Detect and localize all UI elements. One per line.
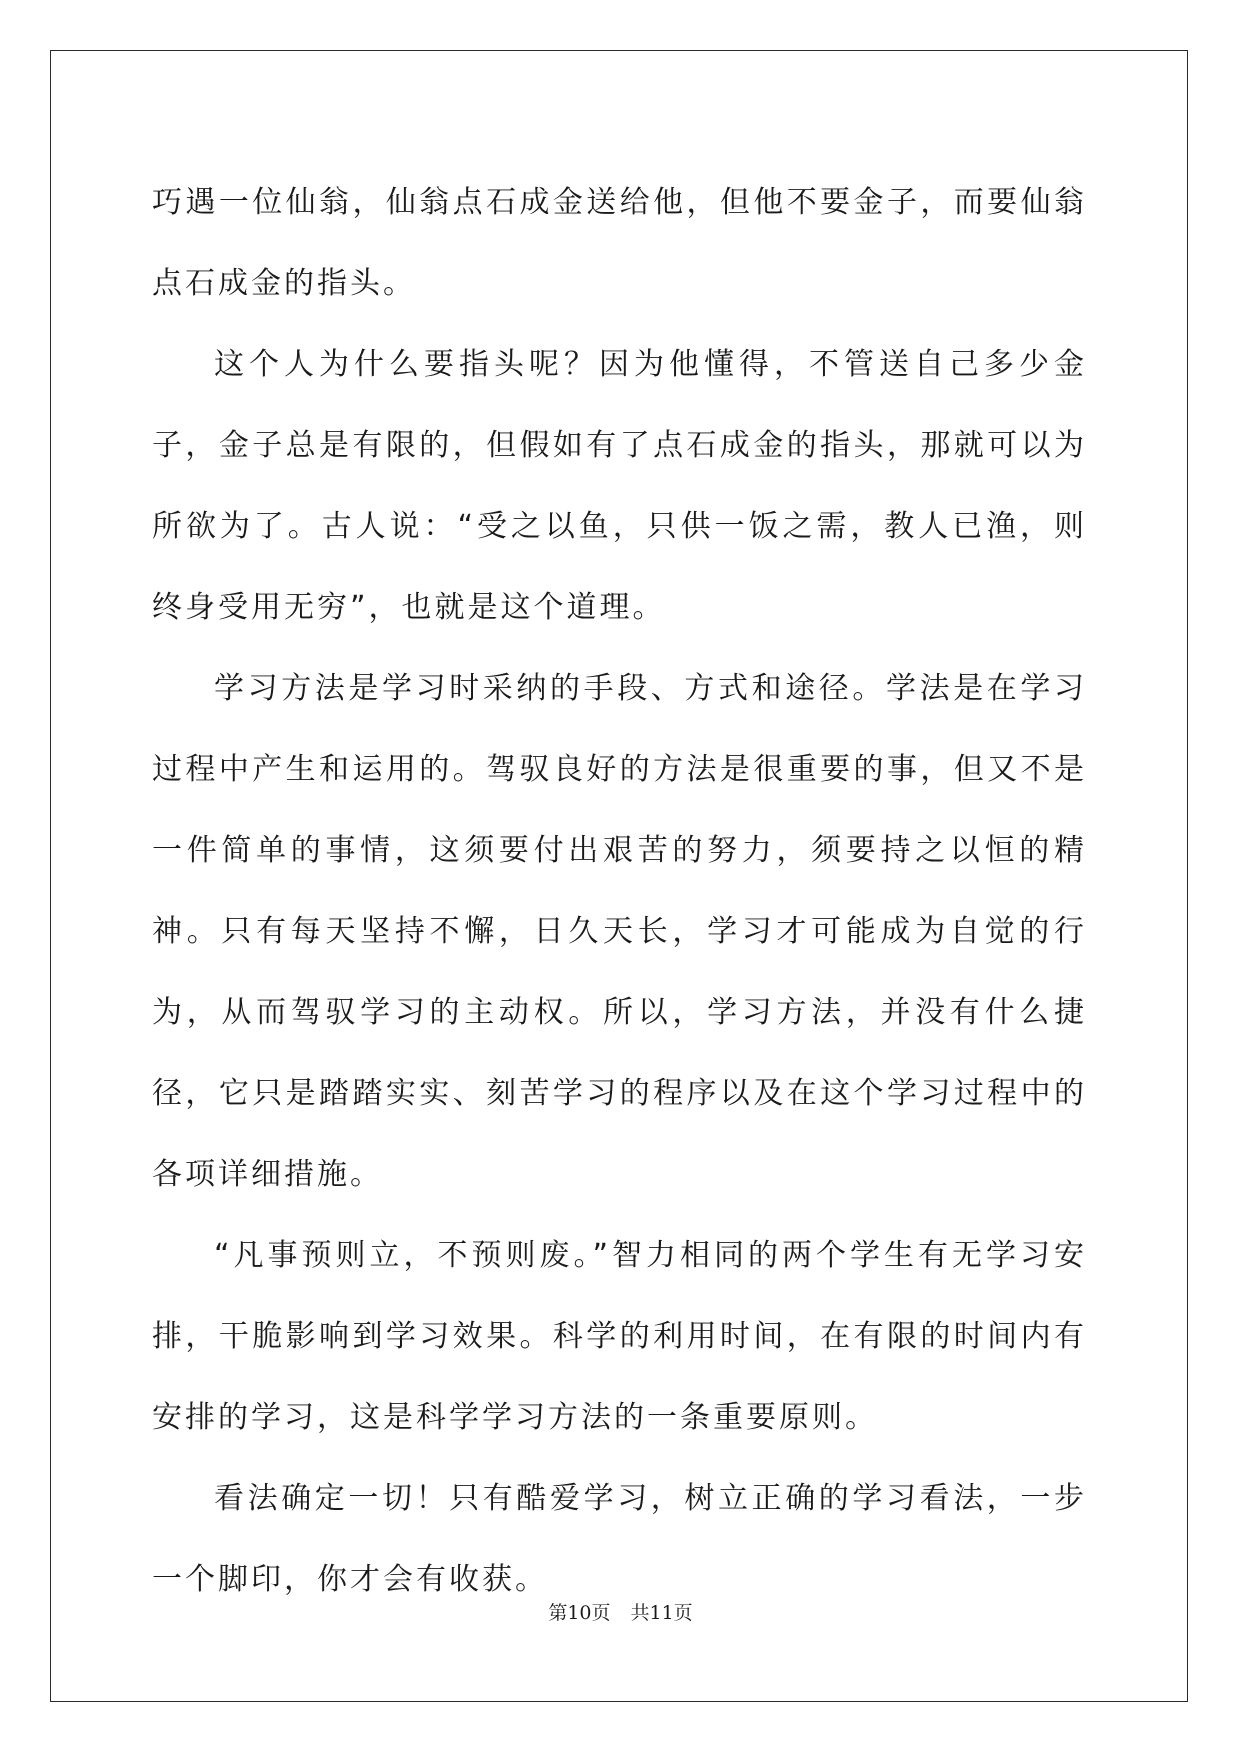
paragraph-4: “凡事预则立，不预则废。”智力相同的两个学生有无学习安排，干脆影响到学习效果。科学的利用时间，在有限的时间内有安排的学习，这是科学学习方法的一条重要原则。: [152, 1238, 1087, 1435]
page-footer: [0, 1598, 1241, 1625]
document-body: [152, 162, 1087, 1620]
paragraph-2: 这个人为什么要指头呢？因为他懂得，不管送自己多少金子，金子总是有限的，但假如有了点石成金的指头，那就可以为所欲为了。古人说：“受之以鱼，只供一饭之需，教人已渔，则终身受用无穷”，也就是这个道理。: [152, 347, 1087, 625]
paragraph-1: 巧遇一位仙翁，仙翁点石成金送给他，但他不要金子，而要仙翁点石成金的指头。: [152, 185, 1087, 301]
total-page-count: 共11页: [630, 1602, 693, 1624]
current-page-number: 第10页: [548, 1602, 611, 1624]
paragraph-3: 学习方法是学习时采纳的手段、方式和途径。学法是在学习过程中产生和运用的。驾驭良好的方法是很重要的事，但又不是一件简单的事情，这须要付出艰苦的努力，须要持之以恒的精神。只有每天坚持不懈，日久天长，学习才可能成为自觉的行为，从而驾驭学习的主动权。所以，学习方法，并没有什么捷径，它只是踏踏实实、刻苦学习的程序以及在这个学习过程中的各项详细措施。: [152, 671, 1087, 1192]
paragraph-5: 看法确定一切！只有酷爱学习，树立正确的学习看法，一步一个脚印，你才会有收获。: [152, 1481, 1087, 1597]
